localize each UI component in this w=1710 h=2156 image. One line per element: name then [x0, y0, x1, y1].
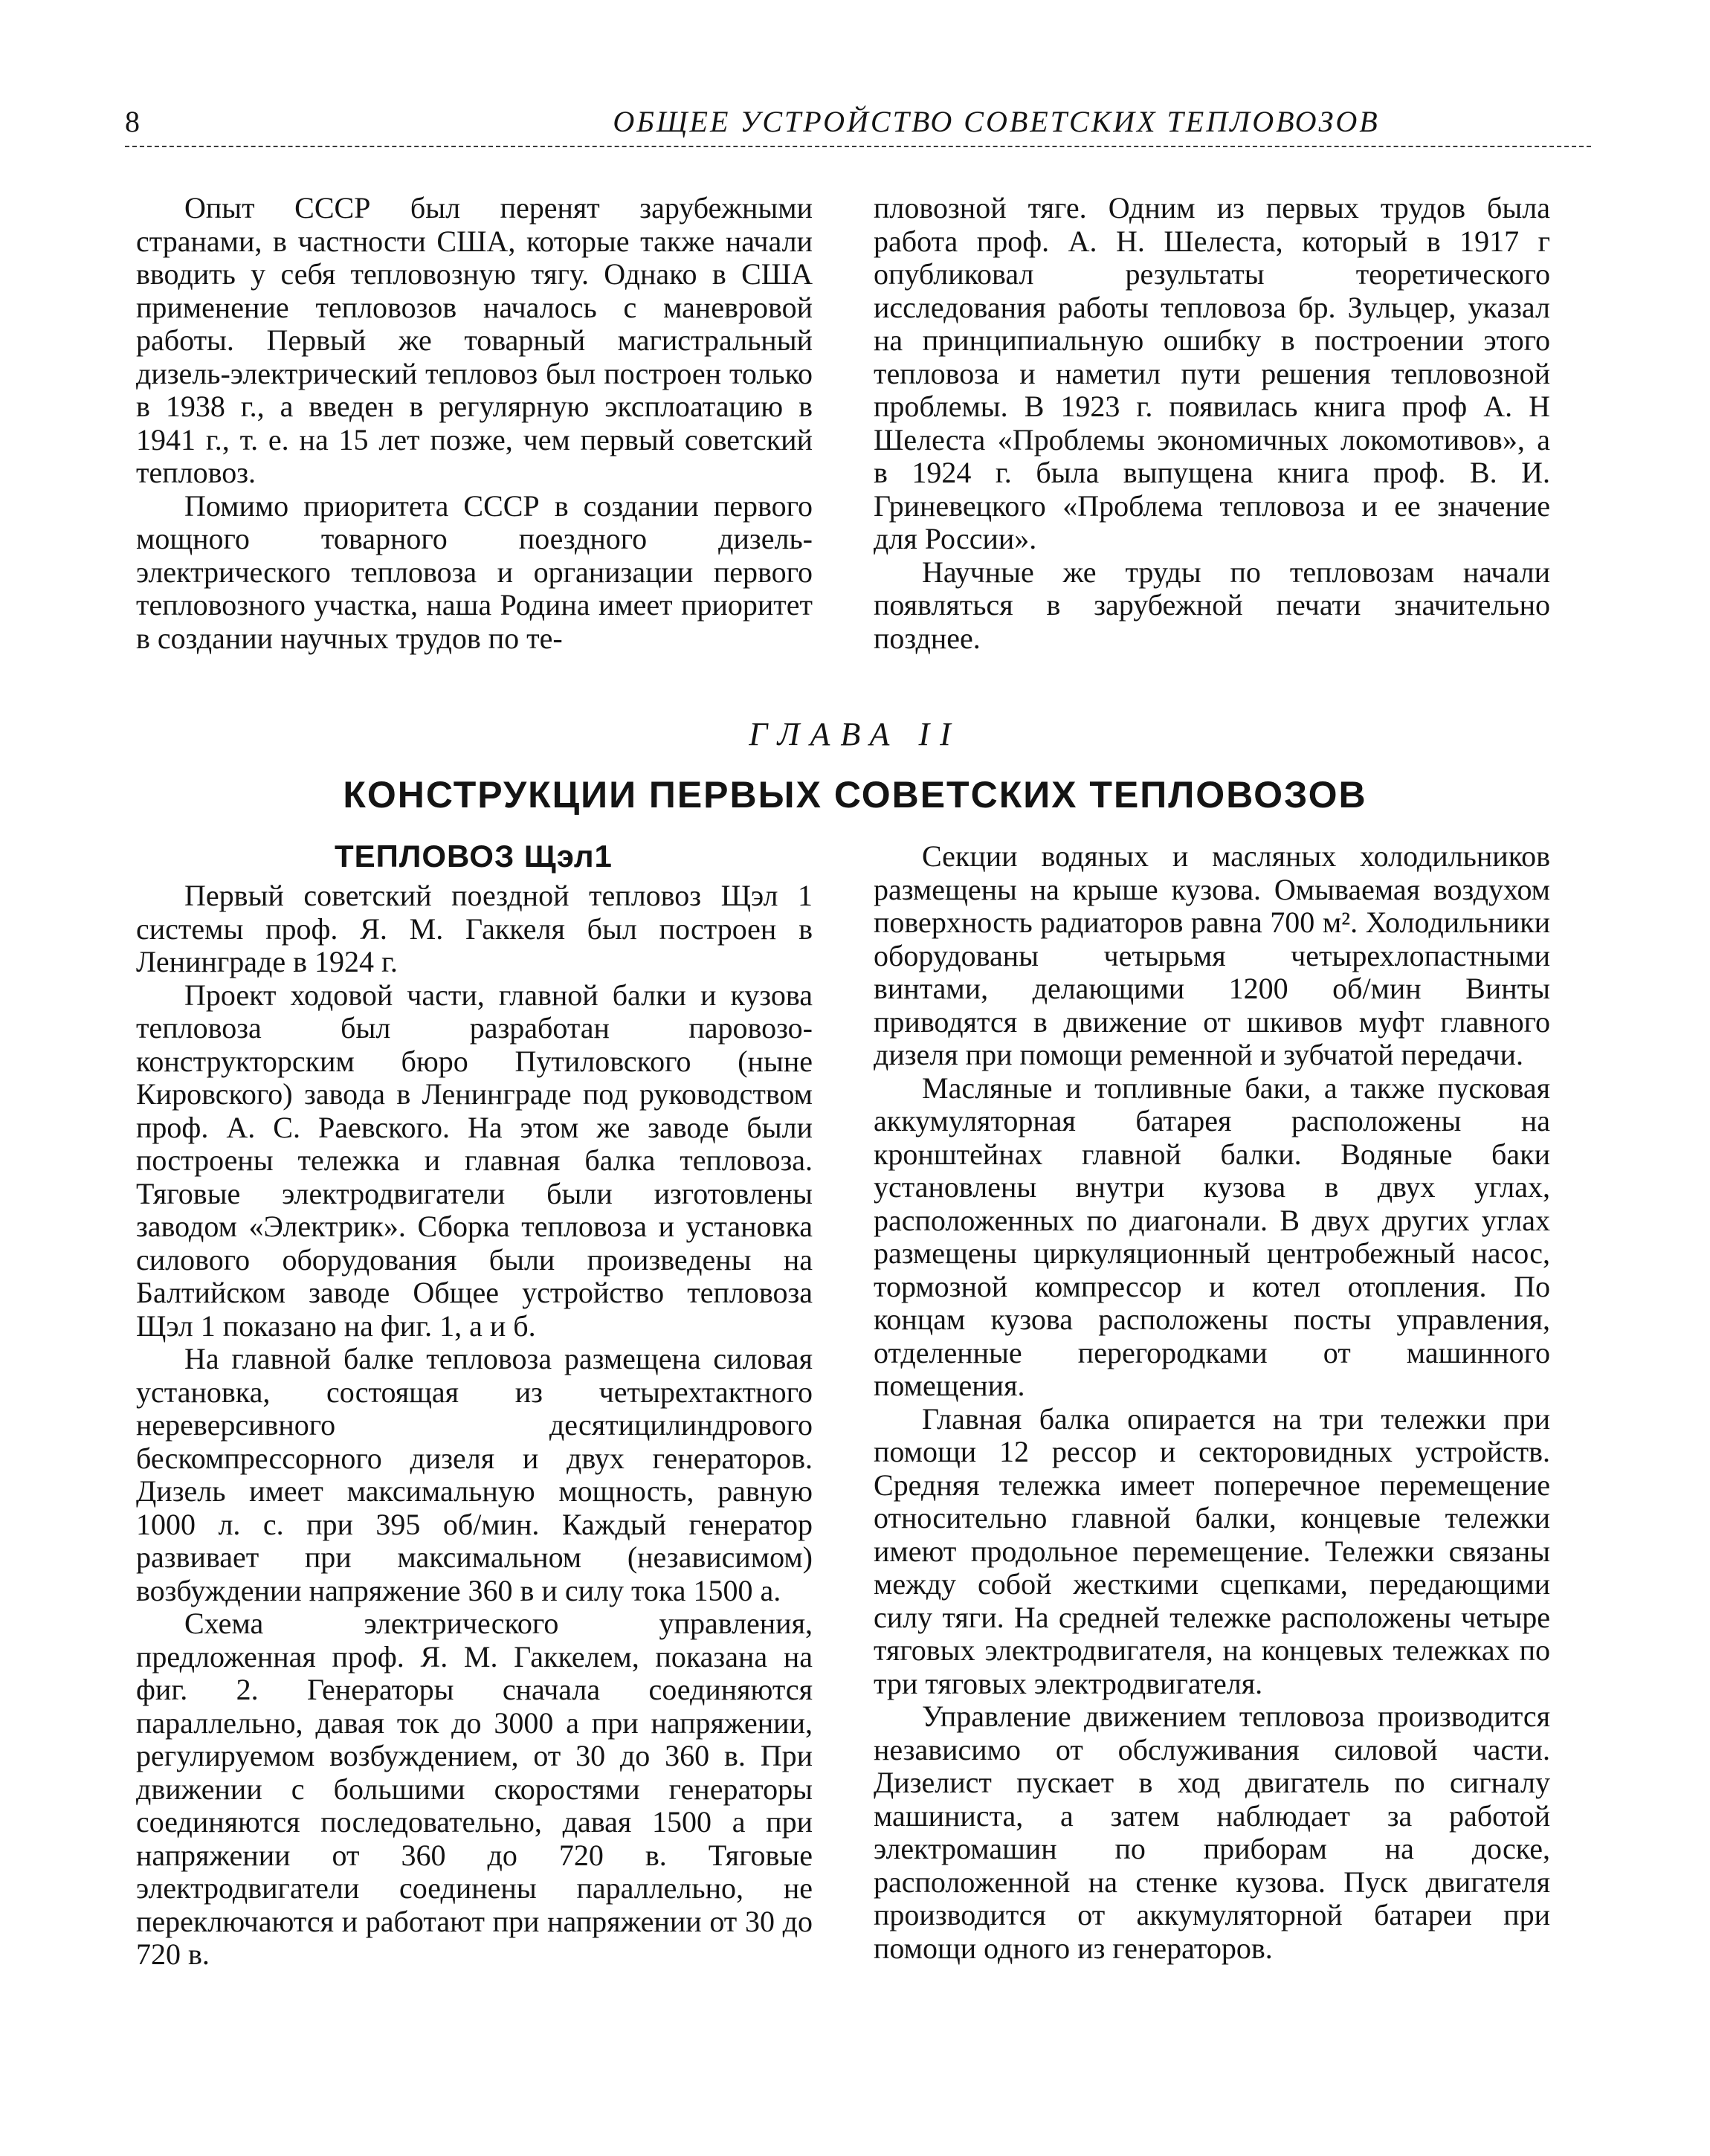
paragraph: Проект ходовой части, главной балки и кузова тепловоза был разработан паровозо-конструкторским бюро Путиловского (ныне Кировского) завода в Ленинграде под руководством проф. А. С. Раевского. На этом же заводе были построены тележка и главная балка тепловоза. Тяговые электродвигатели были изготовлены заводом «Электрик». Сборка тепловоза и установка силового оборудования были произведены на Балтийском заводе Общее устройство тепловоза Щэл 1 показано на фиг. 1, а и б. [136, 978, 813, 1343]
bottom-left-column [136, 879, 813, 1972]
header-rule [125, 146, 1591, 147]
running-title: ОБЩЕЕ УСТРОЙСТВО СОВЕТСКИХ ТЕПЛОВОЗОВ [613, 105, 1380, 138]
bottom-right-column [874, 840, 1550, 1965]
section-title: ТЕПЛОВОЗ Щэл1 [335, 839, 613, 874]
top-left-column [136, 192, 813, 655]
paragraph: пловозной тяге. Одним из первых трудов была работа проф. А. Н. Шелеста, который в 1917 г опубликовал результаты теоретического исследования работы тепловоза бр. Зульцер, указал на принципиальную ошибку в построении этого тепловоза и наметил пути решения тепловозной проблемы. В 1923 г. появилась книга проф А. Н Шелеста «Проблемы экономичных локомотивов», а в 1924 г. была выпущена книга проф. В. И. Гриневецкого «Проблема тепловоза и ее значение для России». [874, 191, 1550, 555]
paragraph: Управление движением тепловоза производится независимо от обслуживания силовой части. Дизелист пускает в ход двигатель по сигналу машиниста, а затем наблюдает за работой электромашин по приборам на доске, расположенной на стенке кузова. Пуск двигателя производится от аккумуляторной батареи при помощи одного из генераторов. [874, 1700, 1550, 1965]
paragraph: Помимо приоритета СССР в создании первого мощного товарного поездного дизель-электрического тепловоза и организации первого тепловозного участка, наша Родина имеет приоритет в создании научных трудов по те- [136, 488, 813, 655]
paragraph: Опыт СССР был перенят зарубежными странами, в частности США, которые также начали вводить у себя тепловозную тягу. Однако в США применение тепловозов началось с маневровой работы. Первый же товарный магистральный дизель-электрический тепловоз был построен только в 1938 г., а введен в регулярную эксплоатацию в 1941 г., т. е. на 15 лет позже, чем первый советский тепловоз. [136, 191, 813, 489]
paragraph: Первый советский поездной тепловоз Щэл 1 системы проф. Я. М. Гаккеля был построен в Ленинграде в 1924 г. [136, 879, 813, 978]
chapter-label: ГЛАВА II [749, 716, 961, 752]
paragraph: Масляные и топливные баки, а также пусковая аккумуляторная батарея расположены на кронштейнах главной балки. Водяные баки установлены внутри кузова в двух углах, расположенных по диагонали. В двух других углах размещены циркуляционный центробежный насос, тормозной компрессор и котел отопления. По концам кузова расположены посты управления, отделенные перегородками от машинного помещения. [874, 1071, 1550, 1402]
paragraph: Схема электрического управления, предложенная проф. Я. М. Гаккелем, показана на фиг. 2. Генераторы сначала соединяются параллельно, давая ток до 3000 а при напряжении, регулируемом возбуждением, от 30 до 360 в. При движении с большими скоростями генераторы соединяются последовательно, давая 1500 а при напряжении от 360 до 720 в. Тяговые электродвигатели соединены параллельно, не переключаются и работают при напряжении от 30 до 720 в. [136, 1607, 813, 1971]
paragraph: Главная балка опирается на три тележки при помощи 12 рессор и секторовидных устройств. Средняя тележка имеет поперечное перемещение относительно главной балки, концевые тележки имеют продольное перемещение. Тележки связаны между собой жесткими сцепками, передающими силу тяги. На средней тележке расположены четыре тяговых электродвигателя, на концевых тележках по три тяговых электродвигателя. [874, 1401, 1550, 1700]
paragraph: Научные же труды по тепловозам начали появляться в зарубежной печати значительно позднее. [874, 555, 1550, 655]
paragraph: Секции водяных и масляных холодильников размещены на крыше кузова. Омываемая воздухом поверхность радиаторов равна 700 м². Холодильники оборудованы четырьмя четырехлопастными винтами, делающими 1200 об/мин Винты приводятся в движение от шкивов муфт главного дизеля при помощи ременной и зубчатой передачи. [874, 839, 1550, 1071]
page-number: 8 [125, 105, 140, 138]
chapter-title: КОНСТРУКЦИИ ПЕРВЫХ СОВЕТСКИХ ТЕПЛОВОЗОВ [343, 774, 1367, 816]
paragraph: На главной балке тепловоза размещена силовая установка, состоящая из четырехтактного нереверсивного десятицилиндрового бескомпрессорного дизеля и двух генераторов. Дизель имеет максимальную мощность, равную 1000 л. с. при 395 об/мин. Каждый генератор развивает при максимальном (независимом) возбуждении напряжение 360 в и силу тока 1500 а. [136, 1342, 813, 1607]
top-right-column [874, 192, 1550, 655]
